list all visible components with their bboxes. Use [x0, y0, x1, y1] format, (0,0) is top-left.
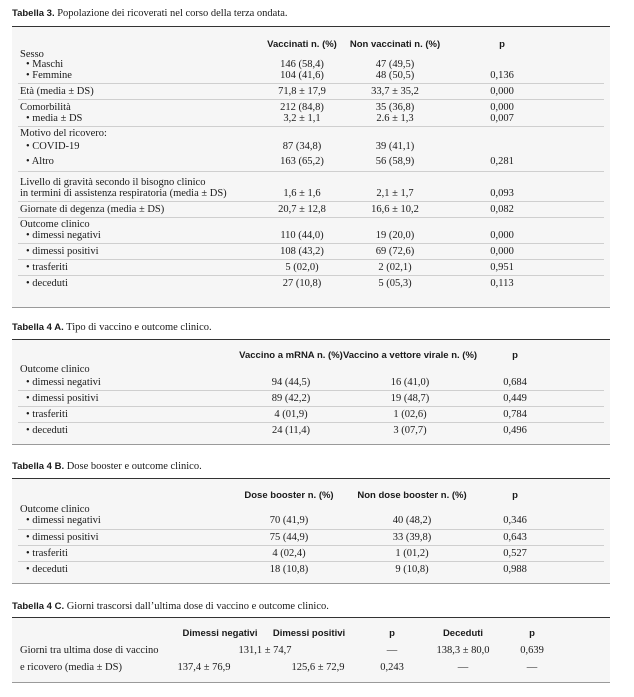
- table-4a: [12, 339, 610, 445]
- caption-text: Tipo di vaccino e outcome clinico.: [63, 322, 212, 333]
- row-separator: [18, 275, 604, 276]
- label-trasferiti: • trasferiti: [26, 548, 68, 559]
- label-giornate: Giornate di degenza (media ± DS): [20, 204, 165, 215]
- caption-text: Giorni trascorsi dall’ultima dose di vaccino e outcome clinico.: [64, 601, 329, 612]
- cell: 0,000: [490, 86, 514, 97]
- label-altro: • Altro: [26, 156, 54, 167]
- label-dimessi-negativi: • dimessi negativi: [26, 515, 101, 526]
- cell: 1,6 ± 1,6: [283, 188, 321, 199]
- cell: 16 (41,0): [390, 377, 430, 388]
- label-sesso: Sesso: [20, 49, 44, 60]
- label-gravita-2: in termini di assistenza respiratoria (media ± DS): [20, 188, 227, 199]
- header-vaccinati: Vaccinati n. (%): [267, 39, 337, 50]
- header-vettore-virale: Vaccino a vettore virale n. (%): [342, 350, 478, 361]
- table-4c: [12, 617, 610, 683]
- cell: 3,2 ± 1,1: [283, 113, 321, 124]
- label-motivo: Motivo del ricovero:: [20, 128, 107, 139]
- caption-label: Tabella 3.: [12, 8, 55, 19]
- cell: 9 (10,8): [395, 564, 429, 575]
- cell: 4 (02,4): [272, 548, 306, 559]
- header-deceduti: Deceduti: [442, 628, 484, 639]
- table-3-caption: [12, 8, 288, 19]
- table-3: [12, 26, 610, 308]
- header-dose-booster: Dose booster n. (%): [244, 490, 334, 501]
- header-dimessi-positivi: Dimessi positivi: [272, 628, 346, 639]
- label-outcome: Outcome clinico: [20, 364, 90, 375]
- cell: 33 (39,8): [392, 532, 432, 543]
- cell: 18 (10,8): [269, 564, 309, 575]
- label-trasferiti: • trasferiti: [26, 262, 68, 273]
- cell: 0,281: [490, 156, 514, 167]
- cell: 146 (58,4): [280, 59, 324, 70]
- cell: 0,639: [520, 645, 544, 656]
- row-separator: [18, 545, 604, 546]
- header-dimessi-negativi: Dimessi negativi: [182, 628, 258, 639]
- label-giorni: Giorni tra ultima dose di vaccino: [20, 645, 159, 656]
- cell: 0,684: [503, 377, 527, 388]
- cell: 125,6 ± 72,9: [291, 662, 345, 673]
- label-dimessi-negativi: • dimessi negativi: [26, 230, 101, 241]
- cell: 48 (50,5): [375, 70, 415, 81]
- cell: 0,527: [503, 548, 527, 559]
- cell: 0,093: [490, 188, 514, 199]
- table-4a-caption: [12, 322, 212, 333]
- caption-label: Tabella 4 B.: [12, 461, 65, 472]
- cell: 0,951: [490, 262, 514, 273]
- caption-label: Tabella 4 C.: [12, 601, 65, 612]
- cell: 0,643: [503, 532, 527, 543]
- row-separator: [18, 561, 604, 562]
- cell: 0,007: [490, 113, 514, 124]
- cell: 0,000: [490, 246, 514, 257]
- caption-label: Tabella 4 A.: [12, 322, 64, 333]
- cell: 0,082: [490, 204, 514, 215]
- label-comorbilita: Comorbilità: [20, 102, 71, 113]
- row-separator: [18, 83, 604, 84]
- cell: 3 (07,7): [393, 425, 427, 436]
- row-separator: [18, 406, 604, 407]
- row-separator: [18, 243, 604, 244]
- cell: 87 (34,8): [282, 141, 322, 152]
- caption-text: Dose booster e outcome clinico.: [64, 461, 202, 472]
- cell: 0,784: [503, 409, 527, 420]
- cell: 20,7 ± 12,8: [278, 204, 326, 215]
- cell: 70 (41,9): [269, 515, 309, 526]
- table-4b: [12, 478, 610, 584]
- cell: 0,449: [503, 393, 527, 404]
- cell: 40 (48,2): [392, 515, 432, 526]
- table-4c-caption: [12, 601, 329, 612]
- row-separator: [18, 259, 604, 260]
- label-dimessi-positivi: • dimessi positivi: [26, 246, 99, 257]
- header-p: p: [512, 350, 518, 361]
- header-p: p: [529, 628, 535, 639]
- header-non-dose-booster: Non dose booster n. (%): [357, 490, 467, 501]
- label-outcome: Outcome clinico: [20, 504, 90, 515]
- header-non-vaccinati: Non vaccinati n. (%): [349, 39, 441, 50]
- label-covid: • COVID-19: [26, 141, 80, 152]
- row-separator: [18, 126, 604, 127]
- row-separator: [18, 217, 604, 218]
- label-dimessi-negativi: • dimessi negativi: [26, 377, 101, 388]
- cell: 0,000: [490, 102, 514, 113]
- cell: 27 (10,8): [282, 278, 322, 289]
- cell: —: [457, 662, 469, 673]
- cell: 47 (49,5): [375, 59, 415, 70]
- cell: 138,3 ± 80,0: [436, 645, 490, 656]
- label-maschi: • Maschi: [26, 59, 64, 70]
- label-eta: Età (media ± DS): [20, 86, 94, 97]
- label-trasferiti: • trasferiti: [26, 409, 68, 420]
- cell: 19 (20,0): [375, 230, 415, 241]
- label-deceduti: • deceduti: [26, 278, 68, 289]
- cell: 16,6 ± 10,2: [371, 204, 419, 215]
- cell: 0,136: [490, 70, 514, 81]
- label-gravita-1: Livello di gravità secondo il bisogno clinico: [20, 177, 206, 188]
- cell: 0,113: [490, 278, 514, 289]
- cell: 71,8 ± 17,9: [278, 86, 326, 97]
- header-mrna: Vaccino a mRNA n. (%): [239, 350, 343, 361]
- cell: 1 (01,2): [395, 548, 429, 559]
- cell: 2.6 ± 1,3: [376, 113, 414, 124]
- label-outcome: Outcome clinico: [20, 219, 90, 230]
- cell: 35 (36,8): [375, 102, 415, 113]
- header-p: p: [389, 628, 395, 639]
- cell: 108 (43,2): [280, 246, 324, 257]
- label-dimessi-positivi: • dimessi positivi: [26, 393, 99, 404]
- header-p: p: [499, 39, 505, 50]
- row-separator: [18, 390, 604, 391]
- cell: 33,7 ± 35,2: [371, 86, 419, 97]
- cell: 0,000: [490, 230, 514, 241]
- cell: 0,243: [380, 662, 404, 673]
- cell: 212 (84,8): [280, 102, 324, 113]
- cell: 89 (42,2): [271, 393, 311, 404]
- label-deceduti: • deceduti: [26, 564, 68, 575]
- cell: 0,346: [503, 515, 527, 526]
- cell: 39 (41,1): [375, 141, 415, 152]
- cell: 2 (02,1): [378, 262, 412, 273]
- row-separator: [18, 201, 604, 202]
- cell: 137,4 ± 76,9: [177, 662, 231, 673]
- row-separator: [18, 422, 604, 423]
- header-p: p: [512, 490, 518, 501]
- label-femmine: • Femmine: [26, 70, 72, 81]
- row-separator: [18, 171, 604, 172]
- cell: 69 (72,6): [375, 246, 415, 257]
- cell: 94 (44,5): [271, 377, 311, 388]
- cell: 0,988: [503, 564, 527, 575]
- cell: 0,496: [503, 425, 527, 436]
- table-4b-caption: [12, 461, 202, 472]
- cell: —: [526, 662, 538, 673]
- row-separator: [18, 99, 604, 100]
- label-ricovero: e ricovero (media ± DS): [20, 662, 122, 673]
- label-deceduti: • deceduti: [26, 425, 68, 436]
- row-separator: [18, 529, 604, 530]
- caption-text: Popolazione dei ricoverati nel corso della terza ondata.: [54, 8, 288, 19]
- cell: 110 (44,0): [280, 230, 324, 241]
- cell: 56 (58,9): [375, 156, 415, 167]
- cell: 2,1 ± 1,7: [376, 188, 414, 199]
- cell: 5 (05,3): [378, 278, 412, 289]
- cell: —: [386, 645, 398, 656]
- cell: 4 (01,9): [274, 409, 308, 420]
- cell: 19 (48,7): [390, 393, 430, 404]
- cell: 1 (02,6): [393, 409, 427, 420]
- label-dimessi-positivi: • dimessi positivi: [26, 532, 99, 543]
- cell: 5 (02,0): [285, 262, 319, 273]
- label-media-ds: • media ± DS: [26, 113, 83, 124]
- cell: 24 (11,4): [271, 425, 311, 436]
- cell: 131,1 ± 74,7: [238, 645, 292, 656]
- cell: 104 (41,6): [280, 70, 324, 81]
- cell: 163 (65,2): [280, 156, 324, 167]
- cell: 75 (44,9): [269, 532, 309, 543]
